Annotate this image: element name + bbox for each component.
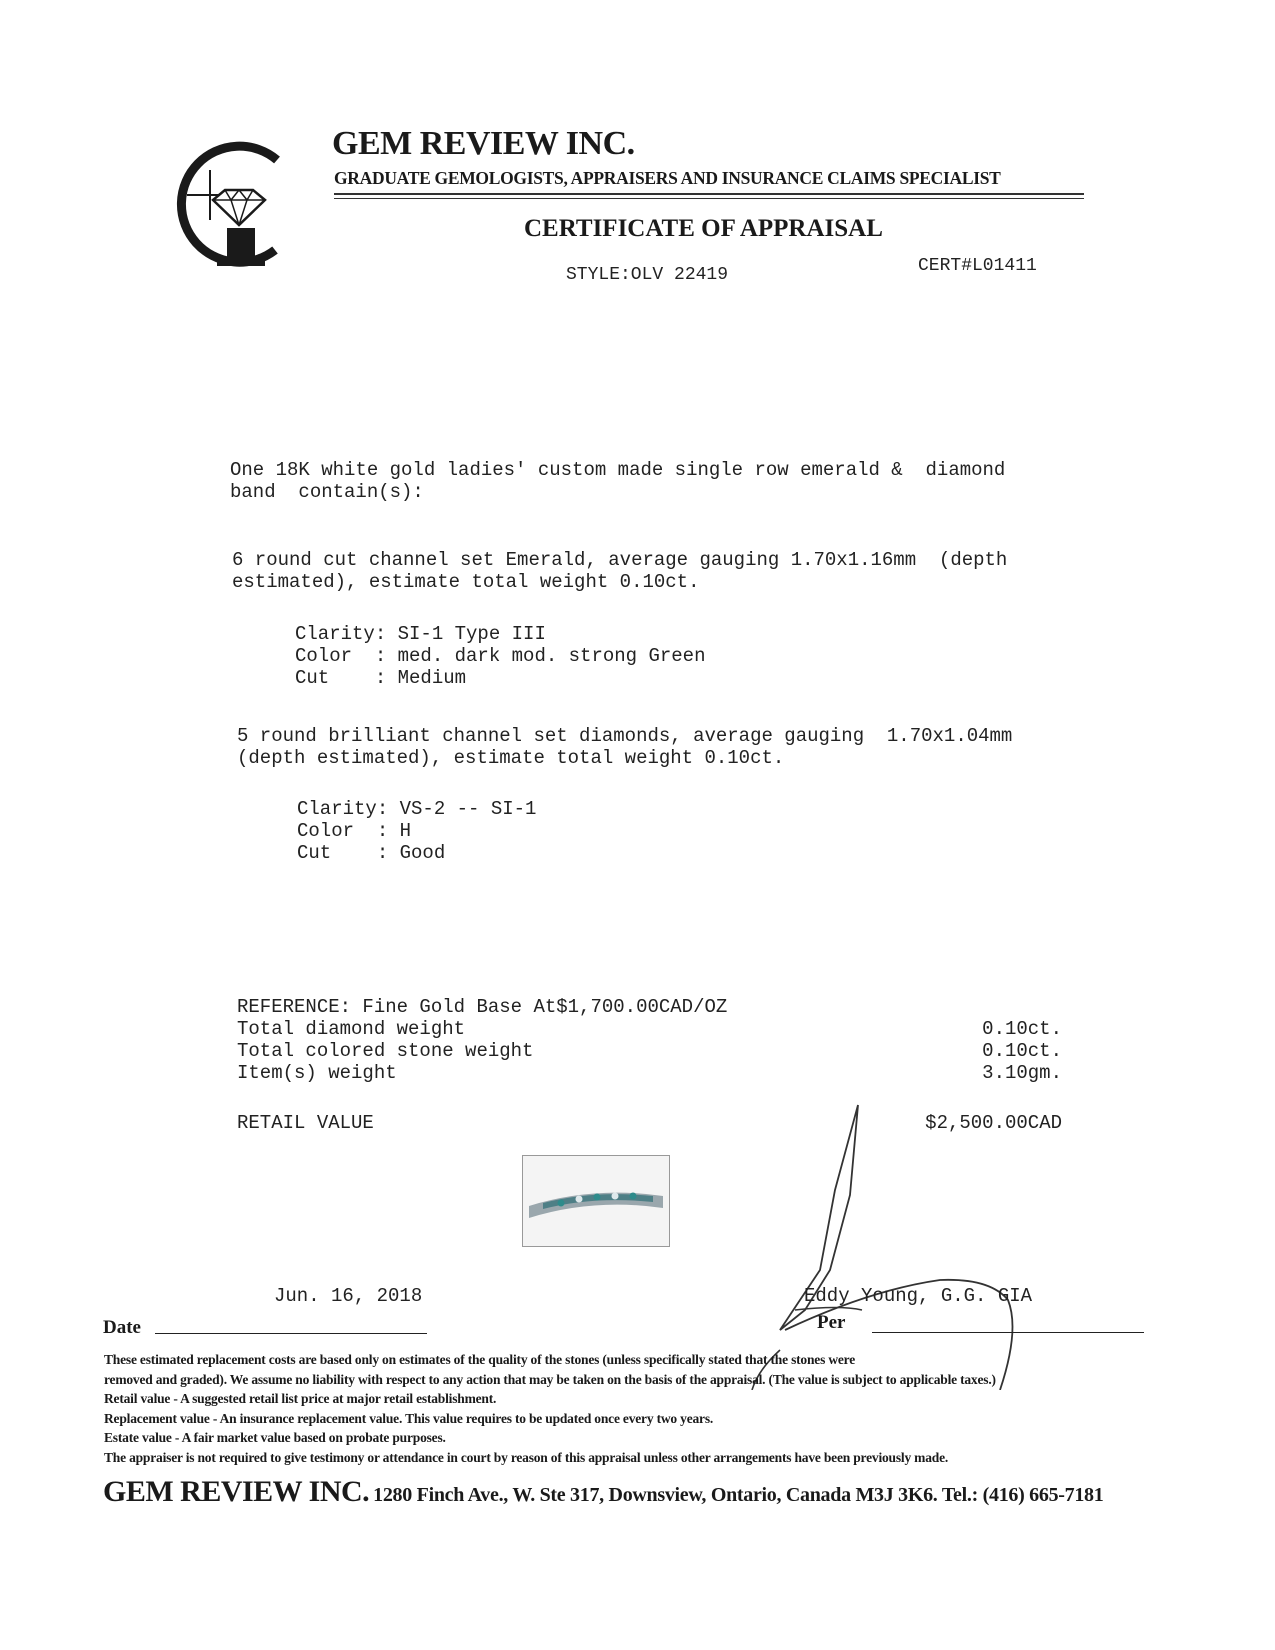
per-label: Per xyxy=(817,1312,846,1333)
summary-label: Total colored stone weight xyxy=(237,1040,534,1062)
summary-row xyxy=(237,1062,1062,1084)
summary-row xyxy=(237,1040,1062,1062)
retail-value-amount: $2,500.00CAD xyxy=(925,1112,1062,1134)
footer-company: GEM REVIEW INC. xyxy=(103,1475,370,1508)
summary-value: 0.10ct. xyxy=(982,1018,1062,1040)
appraiser-name: Eddy Young, G.G. GIA xyxy=(804,1285,1033,1307)
company-name: GEM REVIEW INC. xyxy=(332,125,635,162)
disclaimer-line: These estimated replacement costs are based only on estimates of the quality of the stones (unless specifically stated that the stones were xyxy=(104,1352,855,1367)
certificate-title: CERTIFICATE OF APPRAISAL xyxy=(524,215,883,242)
disclaimer-line: Retail value - A suggested retail list price at major retail establishment. xyxy=(104,1391,497,1406)
summary-label: Total diamond weight xyxy=(237,1018,466,1040)
certificate-number: CERT#L01411 xyxy=(918,256,1037,276)
retail-value-label: RETAIL VALUE xyxy=(237,1112,374,1134)
emerald-specs: Clarity: SI-1 Type III Color : med. dark mod. strong Green Cut : Medium xyxy=(295,623,706,689)
disclaimer xyxy=(104,1350,1184,1467)
diamond-description: 5 round brilliant channel set diamonds, average gauging 1.70x1.04mm (depth estimated), estimate total weight 0.10ct. xyxy=(237,725,1013,769)
disclaimer-line: removed and graded). We assume no liability with respect to any action that may be taken on the basis of the appraisal. (The value is subject to applicable taxes.) xyxy=(104,1371,996,1387)
reference-line xyxy=(237,996,1062,1018)
company-logo xyxy=(165,130,290,270)
header-divider xyxy=(334,198,1084,199)
disclaimer-line: Replacement value - An insurance replacement value. This value requires to be updated once every two years. xyxy=(104,1410,714,1426)
diamond-specs: Clarity: VS-2 -- SI-1 Color : H Cut : Good xyxy=(297,798,537,864)
appraisal-date: Jun. 16, 2018 xyxy=(274,1285,423,1307)
summary-section xyxy=(237,996,1062,1084)
summary-value: 3.10gm. xyxy=(982,1062,1062,1084)
disclaimer-line: The appraiser is not required to give testimony or attendance in court by reason of this appraisal unless other arrangements have been previously made. xyxy=(104,1449,949,1465)
footer-address: 1280 Finch Ave., W. Ste 317, Downsview, Ontario, Canada M3J 3K6. Tel.: (416) 665-7181 xyxy=(373,1484,1104,1506)
header-divider xyxy=(334,193,1084,195)
date-label: Date xyxy=(103,1317,141,1338)
item-description: One 18K white gold ladies' custom made single row emerald & diamond band contain(s): xyxy=(230,459,1006,503)
company-tagline: GRADUATE GEMOLOGISTS, APPRAISERS AND INSURANCE CLAIMS SPECIALIST xyxy=(334,168,1001,188)
reference-text: REFERENCE: Fine Gold Base At$1,700.00CAD/OZ xyxy=(237,996,728,1018)
per-signature-line xyxy=(872,1332,1144,1333)
summary-label: Item(s) weight xyxy=(237,1062,397,1084)
date-signature-line xyxy=(155,1333,427,1334)
summary-row xyxy=(237,1018,1062,1040)
disclaimer-line: Estate value - A fair market value based on probate purposes. xyxy=(104,1430,446,1445)
ring-photo xyxy=(522,1155,670,1247)
appraiser-signature xyxy=(750,1100,1050,1390)
summary-value: 0.10ct. xyxy=(982,1040,1062,1062)
style-number: STYLE:OLV 22419 xyxy=(566,265,729,285)
emerald-description: 6 round cut channel set Emerald, average gauging 1.70x1.16mm (depth estimated), estimate total weight 0.10ct. xyxy=(232,549,1008,593)
footer xyxy=(103,1475,1103,1509)
